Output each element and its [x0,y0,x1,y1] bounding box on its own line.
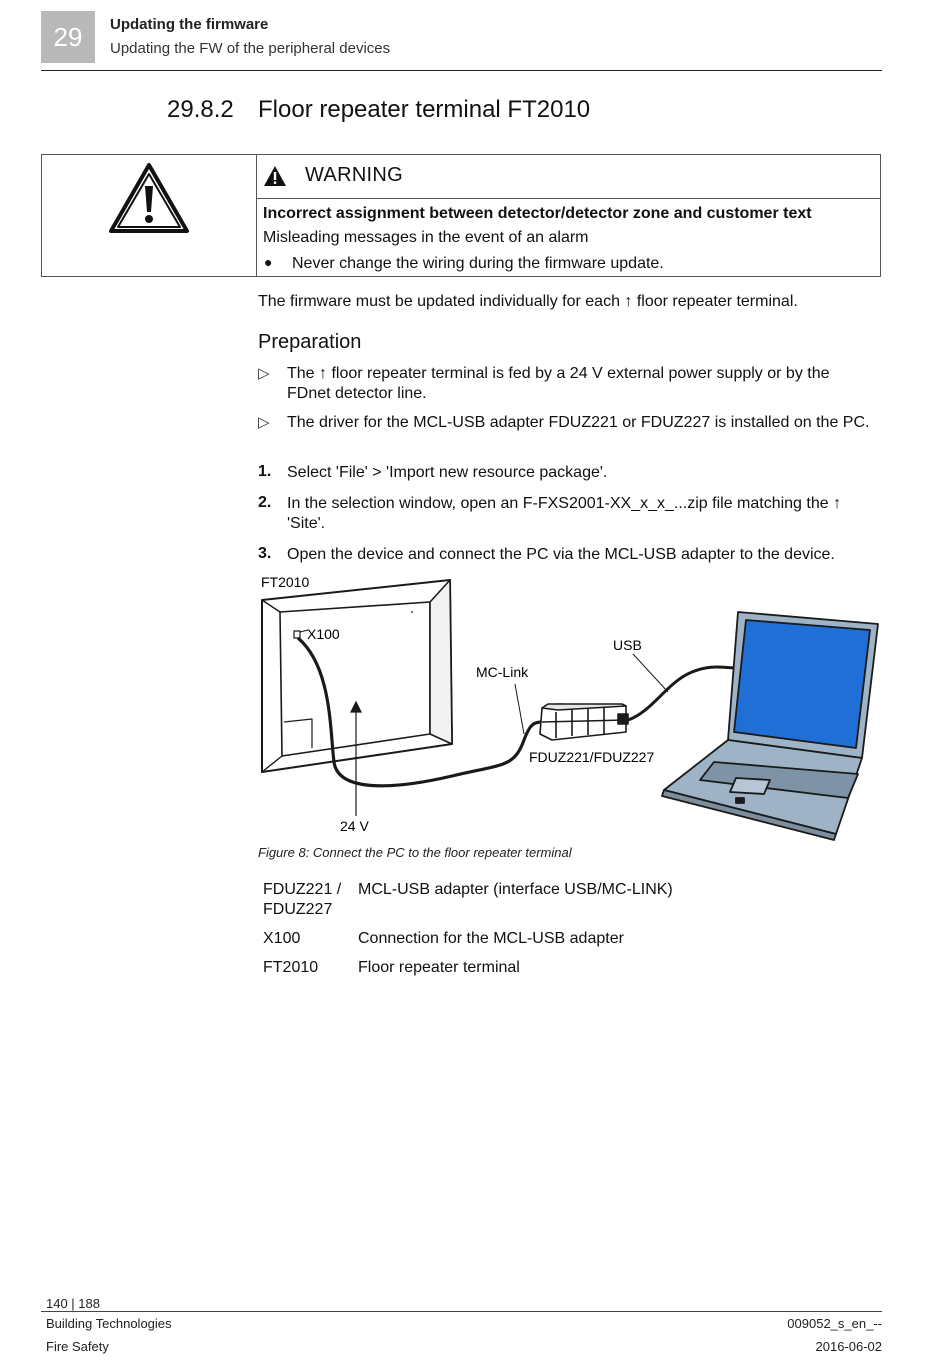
legend-key: FT2010 [263,959,319,976]
warning-small-icon [263,165,287,187]
step-text: Open the device and connect the PC via the MCL-USB adapter to the device. [287,546,835,563]
legend-key-line: FDUZ227 [263,901,333,918]
section-title: Floor repeater terminal FT2010 [258,96,591,123]
legend-value: MCL-USB adapter (interface USB/MC-LINK) [358,881,673,898]
warning-box-divider [256,154,257,277]
usb-cable [628,667,740,720]
warning-box-divider [256,198,881,199]
footer-divider [41,1311,882,1312]
footer-date: 2016-06-02 [815,1339,882,1354]
legend-value: Floor repeater terminal [358,959,520,976]
footer-doc-id: 009052_s_en_-- [787,1316,882,1331]
fduz-adapter-drawing [540,704,628,740]
label-adapter: FDUZ221/FDUZ227 [529,749,655,765]
warning-triangle-icon [108,162,190,234]
legend-key-line: FDUZ221 / [263,881,342,898]
chapter-title: Updating the firmware [110,16,269,33]
prerequisite-item: The ↑ floor repeater terminal is fed by a 24 V external power supply or by the FDnet detector line. [287,365,830,402]
step-text: In the selection window, open an F-FXS2001-XX_x_x_...zip file matching the ↑ 'Site'. [287,495,842,532]
label-mclink: MC-Link [476,664,529,680]
connection-diagram [252,572,884,842]
footer-division: Fire Safety [46,1339,109,1354]
step-text: Select 'File' > 'Import new resource package'. [287,464,608,481]
preparation-heading: Preparation [258,331,362,353]
step-number: 1. [258,463,272,480]
bullet-marker: ● [264,254,273,270]
chapter-subtitle: Updating the FW of the peripheral devices [110,40,391,57]
warning-heading: Incorrect assignment between detector/detector zone and customer text [263,205,812,222]
label-usb: USB [613,637,642,653]
legend-key [263,880,341,920]
step-number: 3. [258,545,272,562]
prerequisite-item: The driver for the MCL-USB adapter FDUZ221 or FDUZ227 is installed on the PC. [287,414,870,431]
legend-key: X100 [263,930,301,947]
laptop-drawing [662,612,878,840]
page-number: 140 | 188 [46,1296,100,1311]
prerequisite-marker: ▷ [258,414,270,431]
footer-company: Building Technologies [46,1316,172,1331]
label-ft2010: FT2010 [261,574,310,590]
mclink-leader [515,684,524,734]
label-24v: 24 V [340,818,369,834]
legend-value: Connection for the MCL-USB adapter [358,930,624,947]
prerequisite-marker: ▷ [258,365,270,382]
warning-text: Misleading messages in the event of an alarm [263,229,589,246]
warning-label: WARNING [305,164,404,186]
usb-leader [633,654,668,692]
label-x100: X100 [307,626,340,642]
step-number: 2. [258,494,272,511]
section-number: 29.8.2 [167,96,234,123]
ft2010-device-drawing [262,580,452,772]
header-divider [41,70,882,71]
figure-caption: Figure 8: Connect the PC to the floor repeater terminal [258,845,572,860]
warning-bullet: Never change the wiring during the firmware update. [292,255,664,272]
intro-paragraph: The firmware must be updated individually for each ↑ floor repeater terminal. [258,293,798,310]
chapter-number-badge: 29 [41,11,95,63]
